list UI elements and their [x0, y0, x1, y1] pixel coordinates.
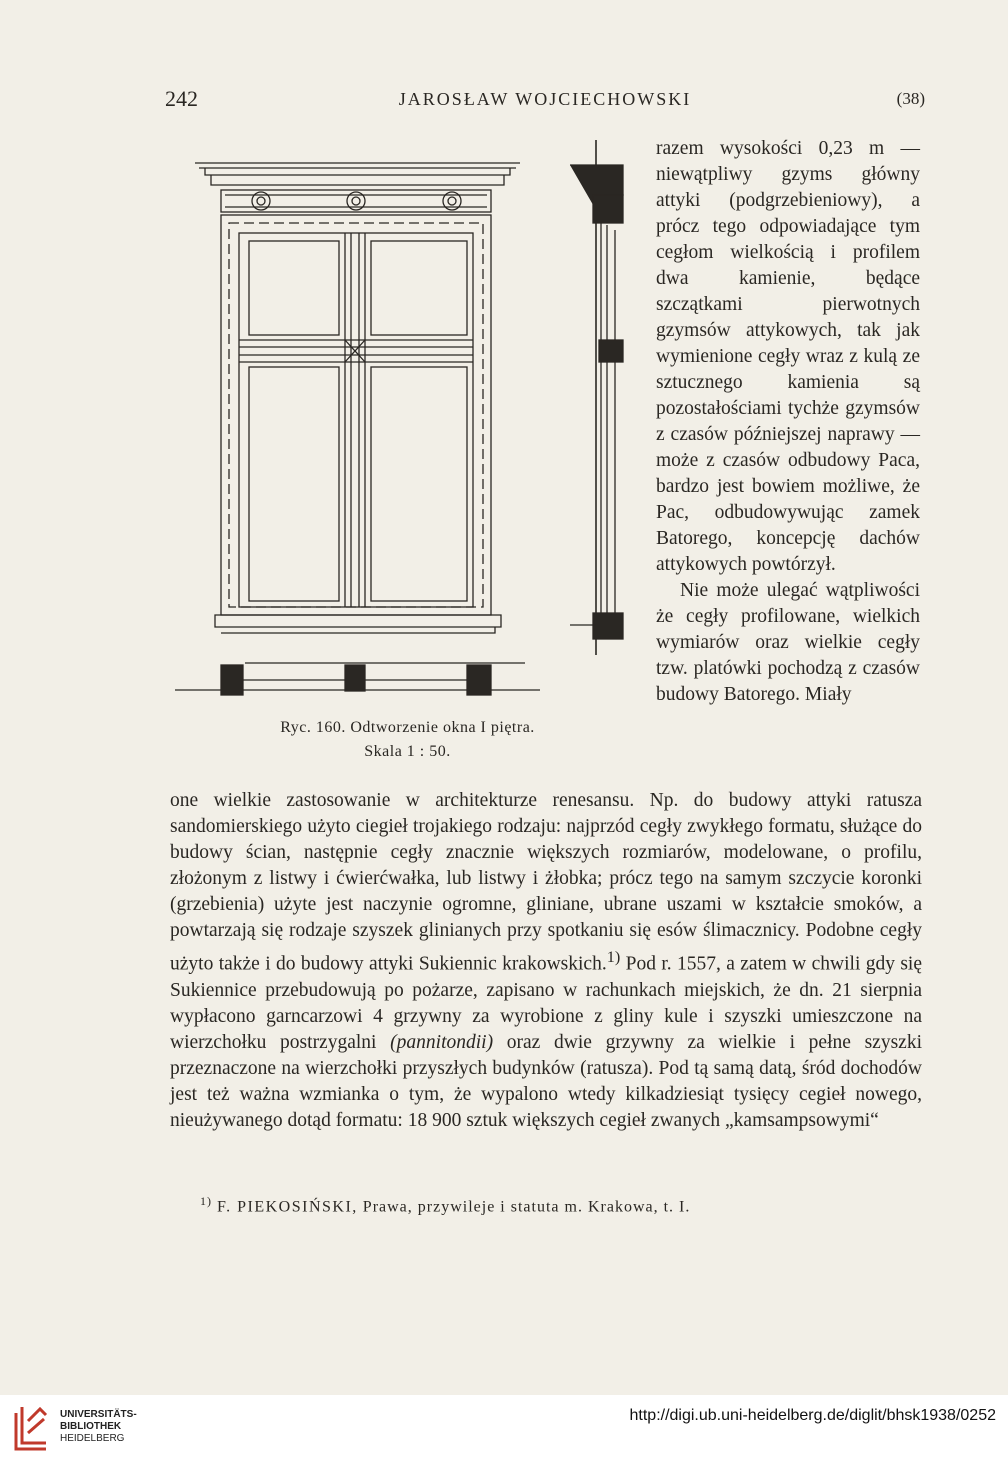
page-number: 242	[165, 86, 198, 111]
window-elevation-figure	[165, 135, 650, 705]
body-text	[170, 788, 922, 1134]
body-text-a: one wielkie zastosowanie w architekturze renesansu. Np. do budowy attyki ratusza sandomierskiego użyto ciegieł trojakiego rodzaju: najprzód cegły zwykłego formatu, służące do budowy ścian, następnie cegły znacznie większych rozmiarów, modelowane, o profilu, złożonym z listwy i ćwierćwałka, lub listwy i żłobka; prócz tego na samym szczycie koronki (grzebienia) użyte jest naczynie ogromne, gliniane, ubrane uszami w kształcie smoków, a powtarzają się rodzaje szyszek glinianych przy spotkaniu się esów ślimacznicy. Podobne cegły użyto także i do budowy attyki Sukiennic krakowskich.	[170, 790, 922, 975]
footnote-marker: 1)	[200, 1194, 212, 1208]
library-name	[60, 1409, 137, 1445]
body-text-b: Pod r. 1557, a zatem w chwili gdy się Sukiennice przebudowują po pożarze, zapisano w rachunkach miejskich, że dn. 21 sierpnia wypłacono garncarzowi 4 grzywny za wyrobione z gliny kule i szyszki umieszczone na wierzchołku postrzygalni	[170, 953, 923, 1053]
window-section-profile	[570, 140, 623, 655]
window-sill	[215, 615, 501, 633]
mullion	[345, 233, 365, 607]
footnote-reference: 1)	[606, 948, 621, 966]
footnote-text: Prawa, przywileje i statuta m. Krakowa, t. I.	[357, 1198, 691, 1216]
base-block-left	[221, 665, 243, 695]
base-block-center	[345, 665, 365, 691]
figure-caption	[165, 716, 650, 764]
footnote	[200, 1194, 920, 1216]
caption-line-1: Ryc. 160. Odtworzenie okna I piętra.	[280, 719, 535, 736]
right-column-text	[656, 136, 920, 708]
library-line-1: UNIVERSITÄTS-	[60, 1409, 137, 1420]
transom	[239, 340, 473, 362]
running-title: JAROSŁAW WOJCIECHOWSKI	[398, 89, 692, 109]
university-library-logo-icon	[10, 1401, 52, 1457]
permalink-url[interactable]: http://digi.ub.uni-heidelberg.de/diglit/bhsk1938/0252	[629, 1407, 996, 1424]
paragraph-2: Nie może ulegać wątpliwości że cegły profilowane, wielkich wymiarów oraz wielkie cegły tzw. platówki pochodzą z czasów budowy Batorego. Miały	[656, 580, 920, 705]
body-text-c: oraz dwie grzywny za wielkie i pełne szyszki przeznaczone na wierzchołki przyszłych budynków (ratusza). Pod tą samą datą, śród dochodów jest też ważna wzmianka o tym, że wypalono wtedy kilkadziesiąt tysięcy cegieł nowego, nieużywanego dotąd formatu: 18 900 sztuk większych cegieł zwanych „kamsampsowymi“	[170, 1031, 922, 1131]
body-paragraph	[170, 788, 922, 1134]
caption-line-2: Skala 1 : 50.	[364, 743, 451, 760]
page-header	[165, 86, 925, 116]
body-italic-term: (pannitondii)	[390, 1031, 494, 1053]
library-line-3: HEIDELBERG	[60, 1433, 125, 1444]
section-number: (38)	[896, 89, 925, 108]
footer-bar	[0, 1395, 1008, 1466]
footnote-author: F. PIEKOSIŃSKI,	[217, 1198, 358, 1216]
base-block-right	[467, 665, 491, 695]
paragraph-1: razem wysokości 0,23 m — niewątpliwy gzyms główny attyki (podgrzebieniowy), a prócz tego odpowiadające tym cegłom wielkością i profilem dwa kamienie, będące szczątkami pierwotnych gzymsów attykowych, tak jak wymienione cegły wraz z kulą ze sztucznego kamienia są pozostałościami tychże gzymsów z czasów późniejszej naprawy — może z czasów odbudowy Paca, bardzo jest bowiem możliwe, że Pac, odbudowywując zamek Batorego, koncepcję dachów attykowych powtórzył.	[656, 138, 920, 575]
frieze	[221, 190, 491, 212]
cornice	[195, 163, 520, 185]
library-line-2: BIBLIOTHEK	[60, 1421, 122, 1432]
outer-frame	[221, 215, 491, 615]
